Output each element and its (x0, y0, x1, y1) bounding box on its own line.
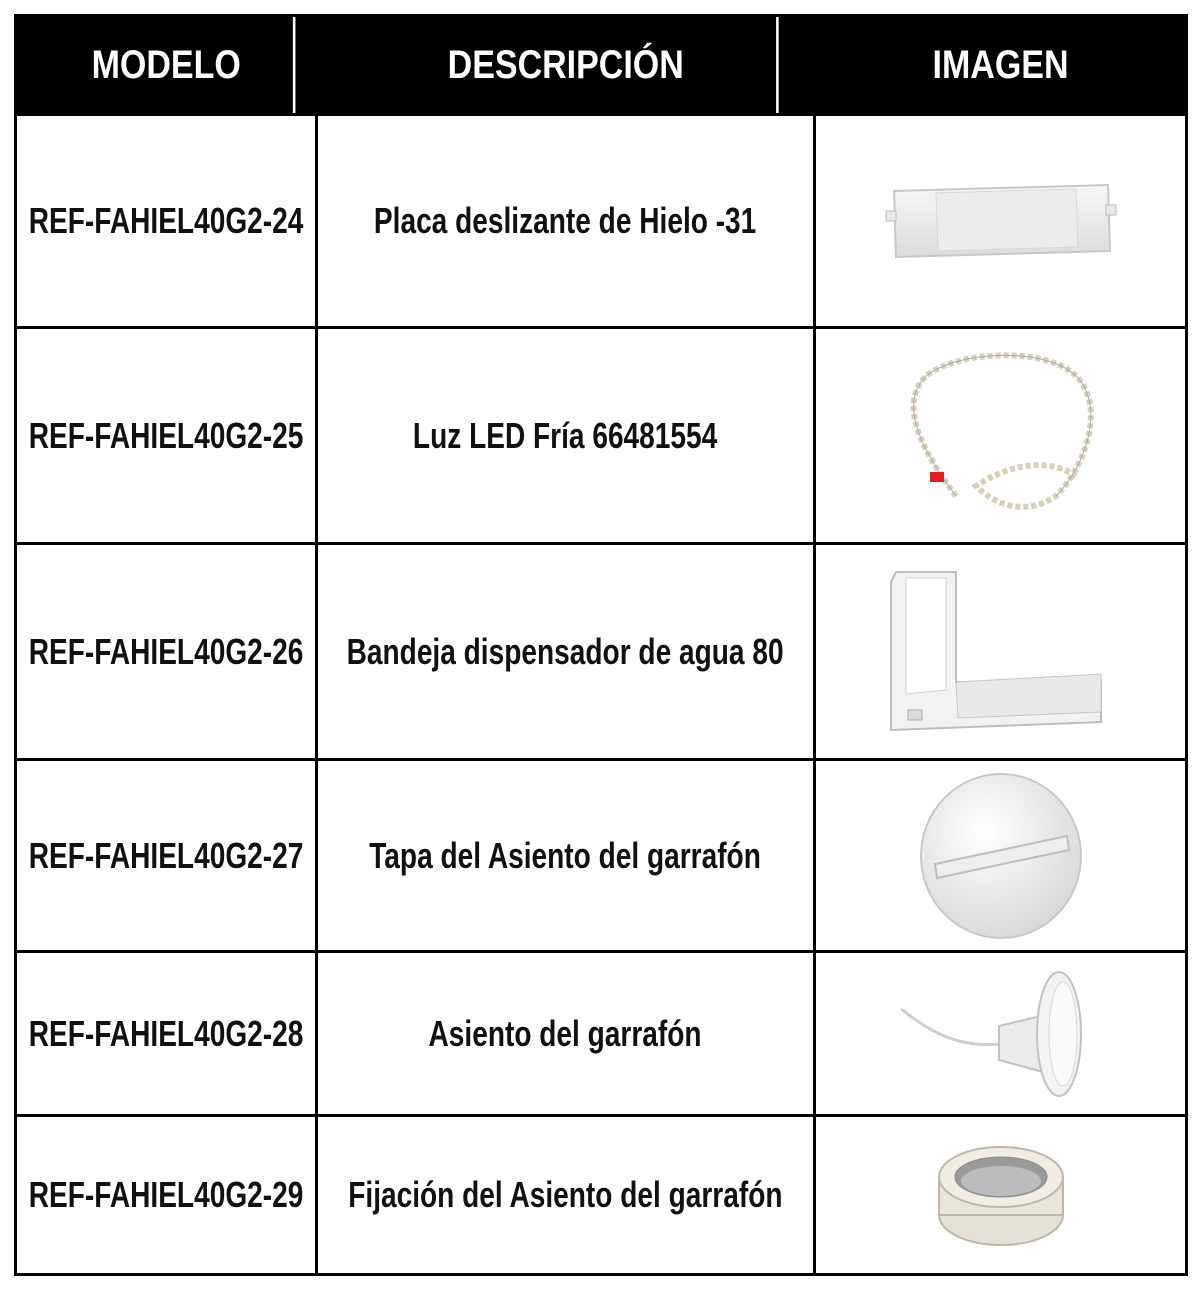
water-dispenser-tray-image (876, 562, 1126, 742)
descripcion-cell: Fijación del Asiento del garrafón (348, 1174, 783, 1215)
modelo-cell: REF-FAHIEL40G2-24 (28, 200, 304, 241)
descripcion-cell: Tapa del Asiento del garrafón (369, 834, 762, 876)
descripcion-cell: Asiento del garrafón (428, 1012, 703, 1054)
modelo-cell: REF-FAHIEL40G2-27 (28, 834, 304, 876)
table-row (17, 542, 1185, 758)
table-row (17, 1114, 1185, 1273)
table-row (17, 113, 1185, 326)
table-header (17, 17, 1185, 113)
table-row (17, 950, 1185, 1114)
header-descripcion: DESCRIPCIÓN (447, 42, 684, 87)
ice-slide-plate-image (876, 171, 1126, 271)
jug-seat-fixing-ring-image (921, 1135, 1081, 1255)
header-imagen: IMAGEN (932, 42, 1069, 87)
jug-seat-image (891, 964, 1111, 1104)
modelo-cell: REF-FAHIEL40G2-28 (28, 1012, 304, 1054)
table-row (17, 758, 1185, 950)
header-modelo: MODELO (91, 42, 241, 87)
led-strip-image (886, 346, 1116, 526)
parts-table (14, 14, 1188, 1276)
table-row (17, 326, 1185, 542)
jug-seat-cap-image (911, 766, 1091, 946)
modelo-cell: REF-FAHIEL40G2-29 (28, 1174, 304, 1215)
modelo-cell: REF-FAHIEL40G2-26 (28, 630, 304, 672)
descripcion-cell: Luz LED Fría 66481554 (413, 414, 718, 456)
descripcion-cell: Bandeja dispensador de agua 80 (347, 630, 784, 672)
descripcion-cell: Placa deslizante de Hielo -31 (374, 200, 757, 241)
modelo-cell: REF-FAHIEL40G2-25 (28, 414, 304, 456)
